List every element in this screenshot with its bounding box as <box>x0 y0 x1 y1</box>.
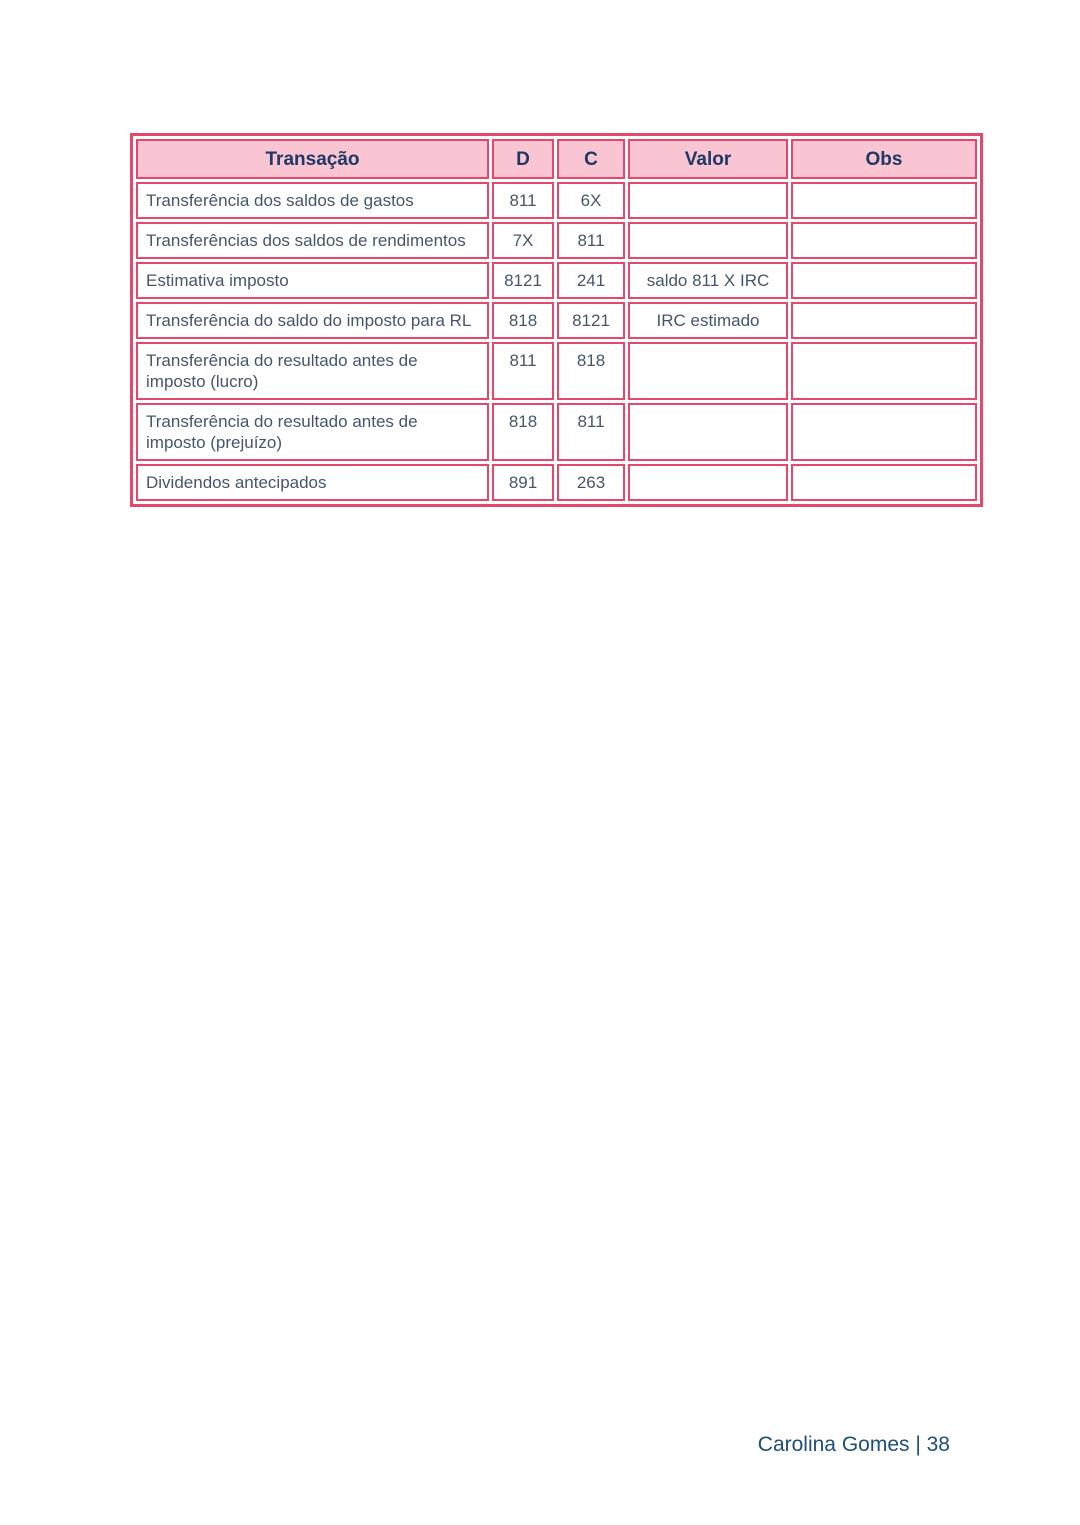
column-header-transacao: Transação <box>136 139 489 179</box>
column-header-obs: Obs <box>791 139 977 179</box>
page-footer: Carolina Gomes | 38 <box>757 1433 950 1456</box>
cell-debit: 818 <box>492 302 554 339</box>
cell-valor <box>628 403 788 461</box>
cell-transacao: Dividendos antecipados <box>136 464 489 501</box>
column-header-valor: Valor <box>628 139 788 179</box>
column-header-c: C <box>557 139 625 179</box>
cell-valor: saldo 811 X IRC <box>628 262 788 299</box>
table-row <box>136 342 977 400</box>
cell-transacao: Transferências dos saldos de rendimentos <box>136 222 489 259</box>
cell-debit: 818 <box>492 403 554 461</box>
cell-transacao: Transferência dos saldos de gastos <box>136 182 489 219</box>
cell-transacao: Estimativa imposto <box>136 262 489 299</box>
cell-debit: 7X <box>492 222 554 259</box>
cell-obs <box>791 342 977 400</box>
cell-obs <box>791 222 977 259</box>
cell-valor <box>628 222 788 259</box>
column-header-d: D <box>492 139 554 179</box>
cell-credit: 811 <box>557 403 625 461</box>
cell-obs <box>791 302 977 339</box>
cell-transacao: Transferência do resultado antes de imposto (prejuízo) <box>136 403 489 461</box>
cell-credit: 6X <box>557 182 625 219</box>
cell-credit: 8121 <box>557 302 625 339</box>
cell-transacao: Transferência do saldo do imposto para RL <box>136 302 489 339</box>
table-row <box>136 262 977 299</box>
cell-credit: 811 <box>557 222 625 259</box>
cell-obs <box>791 182 977 219</box>
transactions-table-container <box>130 133 983 507</box>
cell-debit: 8121 <box>492 262 554 299</box>
cell-valor <box>628 182 788 219</box>
cell-debit: 811 <box>492 182 554 219</box>
cell-valor <box>628 342 788 400</box>
cell-valor: IRC estimado <box>628 302 788 339</box>
cell-obs <box>791 403 977 461</box>
cell-credit: 241 <box>557 262 625 299</box>
cell-obs <box>791 464 977 501</box>
cell-transacao: Transferência do resultado antes de imposto (lucro) <box>136 342 489 400</box>
cell-credit: 818 <box>557 342 625 400</box>
table-row <box>136 464 977 501</box>
table-row <box>136 222 977 259</box>
table-header-row <box>136 139 977 179</box>
transactions-table <box>130 133 983 507</box>
cell-credit: 263 <box>557 464 625 501</box>
cell-debit: 891 <box>492 464 554 501</box>
cell-debit: 811 <box>492 342 554 400</box>
cell-obs <box>791 262 977 299</box>
cell-valor <box>628 464 788 501</box>
table-row <box>136 182 977 219</box>
table-row <box>136 302 977 339</box>
table-row <box>136 403 977 461</box>
